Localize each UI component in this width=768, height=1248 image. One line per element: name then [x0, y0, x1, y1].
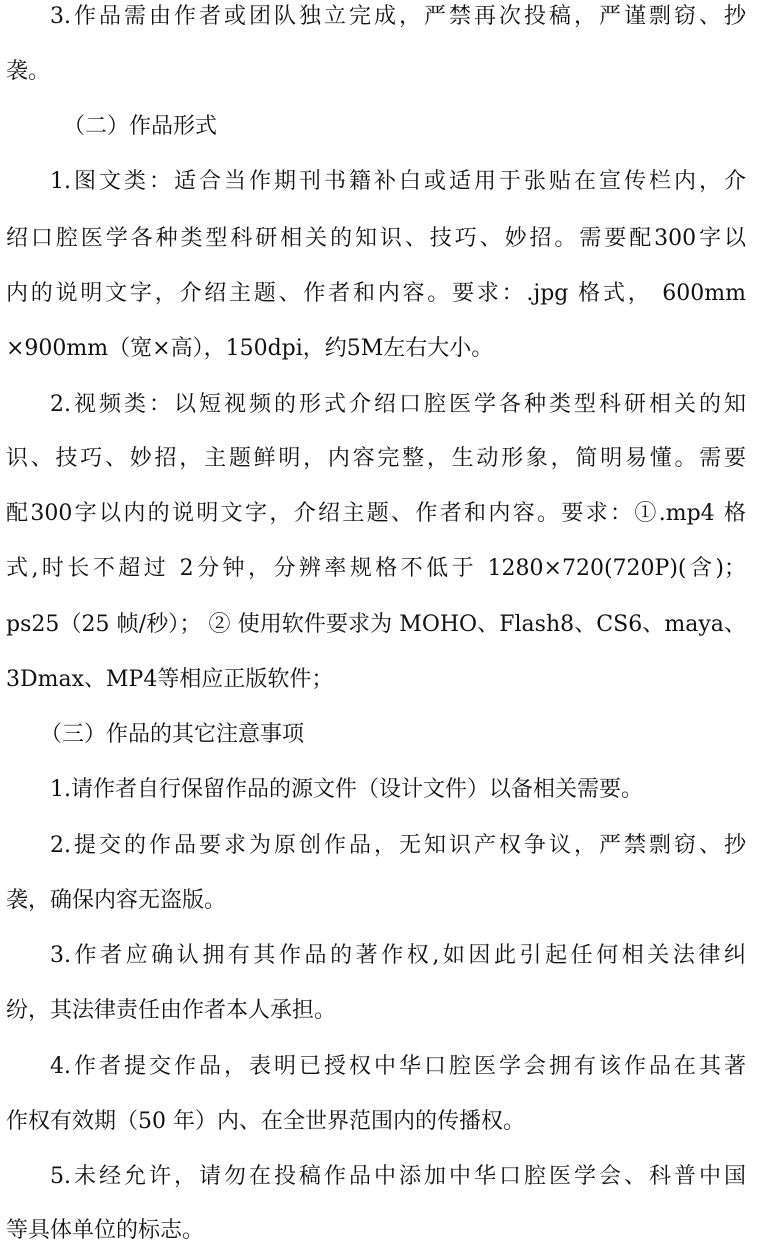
image-text-line-2: 绍口腔医学各种类型科研相关的知识、技巧、妙招。需要配300字以: [6, 226, 746, 251]
section-heading-other-notes: （三）作品的其它注意事项: [40, 722, 305, 747]
note-4-line-1: 4.作者提交作品，表明已授权中华口腔医学会拥有该作品在其著: [50, 1054, 746, 1079]
note-5-line-2: 等具体单位的标志。: [6, 1218, 205, 1243]
image-text-line-4: ×900mm（宽×高），150dpi，约5M左右大小。: [6, 336, 494, 361]
note-3-line-1: 3.作者应确认拥有其作品的著作权,如因此引起任何相关法律纠: [50, 943, 746, 968]
video-line-5: ps25（25 帧/秒）； ② 使用软件要求为 MOHO、Flash8、CS6、maya、: [6, 612, 746, 637]
note-5-line-1: 5.未经允许，请勿在投稿作品中添加中华口腔医学会、科普中国: [50, 1164, 746, 1189]
note-4-line-2: 作权有效期（50 年）内、在全世界范围内的传播权。: [6, 1109, 525, 1134]
section-heading-work-format: （二）作品形式: [63, 114, 218, 139]
video-line-4: 式,时长不超过 2分钟，分辨率规格不低于 1280×720(720P)(含)；: [6, 556, 746, 581]
image-text-line-1: 1.图文类：适合当作期刊书籍补白或适用于张贴在宣传栏内，介: [50, 169, 746, 194]
video-line-1: 2.视频类：以短视频的形式介绍口腔医学各种类型科研相关的知: [50, 392, 746, 417]
video-line-6: 3Dmax、MP4等相应正版软件；: [6, 667, 334, 692]
note-1-line-1: 1.请作者自行保留作品的源文件（设计文件）以备相关需要。: [50, 777, 643, 802]
note-2-line-1: 2.提交的作品要求为原创作品，无知识产权争议，严禁剽窃、抄: [50, 833, 746, 858]
note-3-line-2: 纷，其法律责任由作者本人承担。: [6, 998, 337, 1023]
rule-3-line-1: 3.作品需由作者或团队独立完成，严禁再次投稿，严谨剽窃、抄: [50, 4, 746, 29]
image-text-line-3: 内的说明文字，介绍主题、作者和内容。要求：.jpg 格式， 600mm: [6, 281, 746, 306]
video-line-3: 配300字以内的说明文字，介绍主题、作者和内容。要求：①.mp4 格: [6, 501, 746, 526]
rule-3-line-2: 袭。: [6, 59, 51, 84]
note-2-line-2: 袭，确保内容无盗版。: [6, 888, 227, 913]
video-line-2: 识、技巧、妙招，主题鲜明，内容完整，生动形象，简明易懂。需要: [6, 446, 746, 471]
